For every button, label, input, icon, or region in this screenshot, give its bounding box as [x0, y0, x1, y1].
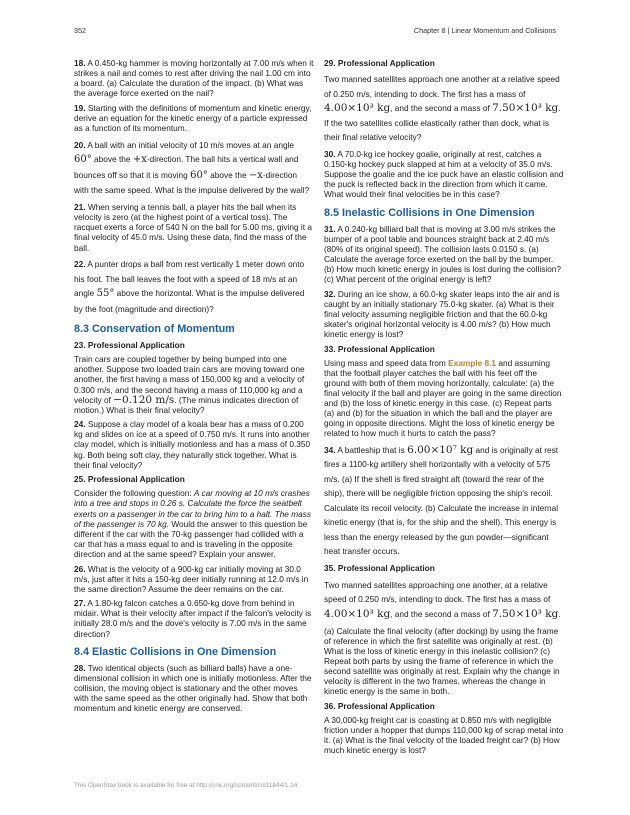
math-angle: 55°: [96, 288, 115, 300]
math-velocity: −0.120 m/s: [113, 393, 175, 406]
left-column: [74, 58, 314, 718]
section-heading-8-4: 8.4 Elastic Collisions in One Dimension: [74, 645, 277, 658]
problem-19: 19. Starting with the definitions of momentum and kinetic energy, derive an equation for the kinetic energy of a particle expressed as a function of its momentum.: [74, 102, 312, 134]
math-angle: 60°: [190, 169, 208, 181]
problem-27: 27. A 1.80-kg falcon catches a 0.650-kg dove from behind in midair. What is their velocity after impact if the falcon's velocity is initially 28.0 m/s and the dove's velocity is 7.00 m/s in the same direction?: [74, 598, 312, 639]
problem-29: Two manned satellites approach one another at a relative speed of 0.250 m/s, intending to dock. The first has a mass of 4.00×10³ kg, and the second a mass of 7.50×10³ kg. If the two satellites collide elastically rather than dock, what is their final relative velocity?: [324, 74, 561, 143]
right-column: [324, 58, 564, 760]
math-mass: 7.50×10³ kg: [492, 102, 559, 115]
problem-35-label: 35. Professional Application: [324, 563, 435, 574]
math-direction: −x: [248, 169, 263, 181]
problem-36-label: 36. Professional Application: [324, 700, 435, 711]
problem-30: 30. A 70.0-kg ice hockey goalie, originally at rest, catches a 0.150-kg hockey puck slapped at him at a velocity of 35.0 m/s. Suppose the goalie and the ice puck have an elastic collision and the puck is reflected back in the direction from which it came. What would their final velocities be in this case?: [324, 149, 564, 200]
problem-25: Consider the following question: A car moving at 10 m/s crashes into a tree and stops in 0.26 s. Calculate the force the seatbelt exerts on a passenger in the car to bring him to a halt. The mass of the passenger is 70 kg. Would the answer to this question be different if the car with the 70-kg passenger had collided with a car that has a mass equal to and is traveling in the opposite direction and at the same speed? Explain your answer.: [74, 488, 312, 559]
problem-29-label: 29. Professional Application: [324, 58, 435, 68]
problem-21: 21. When serving a tennis ball, a player hits the ball when its velocity is zero (at the highest point of a vertical toss). The racquet exerts a force of 540 N on the ball for 5.00 ms, giving it a final velocity of 45.0 m/s. Using these data, find the mass of the ball.: [74, 202, 312, 253]
section-heading-8-5: 8.5 Inelastic Collisions in One Dimension: [324, 206, 535, 219]
problem-36: A 30,000-kg freight car is coasting at 0.850 m/s with negligible friction under a hopper that dumps 110,000 kg of scrap metal into it. (a) What is the final velocity of the loaded freight car? (b) How much kinetic energy is lost?: [324, 714, 564, 756]
problem-35-parts: (a) Calculate the final velocity (after docking) by using the frame of reference in which the first satellite was originally at rest. (b) What is the loss of kinetic energy in this inelastic collision? (c) Repeat both parts by using the frame of reference in which the second satellite was originally at rest. Explain why the change in velocity is different in the two frames, whereas the change in kinetic energy is the same in both.: [324, 625, 560, 697]
problem-31: 31. A 0.240-kg billiard ball that is moving at 3.00 m/s strikes the bumper of a pool table and bounces straight back at 2.40 m/s (80% of its original speed). The collision lasts 0.0150 s. (a) Calculate the average force exerted on the ball by the bumper. (b) How much kinetic energy in joules is lost during the collision? (c) What percent of the original energy is left?: [324, 223, 562, 285]
problem-25-label: 25. Professional Application: [74, 474, 185, 485]
problem-26: 26. What is the velocity of a 900-kg car initially moving at 30.0 m/s, just after it hits a 150-kg deer initially running at 12.0 m/s in the same direction? Assume the deer remains on the car.: [74, 563, 309, 594]
math-direction: +x: [132, 154, 147, 166]
problem-35: Two manned satellites approaching one another, at a relative speed of 0.250 m/s, intending to dock. The first has a mass of 4.00×10³ kg, and the second a mass of 7.50×10³ kg.: [324, 579, 561, 620]
math-mass: 7.50×10³ kg: [492, 607, 559, 620]
problem-20: 20. A ball with an initial velocity of 10 m/s moves at an angle 60° above the +x-direction. The ball hits a vertical wall and bounces off so that it is moving 60° above the −x-direction with the same speed. What is the impulse delivered by the wall?: [74, 139, 310, 196]
example-8-1-link[interactable]: Example 8.1: [448, 357, 497, 368]
page-number: 352: [74, 26, 86, 35]
problem-24: 24. Suppose a clay model of a koala bear has a mass of 0.200 kg and slides on ice at a speed of 0.750 m/s. It runs into another clay model, which is initially motionless and has a mass of 0.350 kg. Both being soft clay, they naturally stick together. What is their final velocity?: [74, 419, 311, 470]
problem-32: 32. During an ice show, a 60.0-kg skater leaps into the air and is caught by an initially stationary 75.0-kg skater. (a) What is their final velocity assuming negligible friction and that the 60.0-kg skater's original horizontal velocity is 4.00 m/s? (b) How much kinetic energy is lost?: [324, 288, 560, 339]
problem-23: Train cars are coupled together by being bumped into one another. Suppose two loaded train cars are moving toward one another, the first having a mass of 150,000 kg and a velocity of 0.300 m/s, and the second having a mass of 110,000 kg and a velocity of −0.120 m/s. (The minus indicates direction of motion.) What is their final velocity?: [74, 354, 305, 415]
page-footer: This OpenStax book is available for free at http://cnx.org/content/col11844/1.14: [74, 782, 298, 789]
math-angle: 60°: [74, 154, 92, 166]
problem-22: 22. A punter drops a ball from rest vertically 1 meter down onto his foot. The ball leaves the foot with a speed of 18 m/s at an angle 55° above the horizontal. What is the impulse delivered by the foot (magnitude and direction)?: [74, 259, 305, 314]
page-header: [74, 26, 556, 38]
problem-28: 28. Two identical objects (such as billiard balls) have a one-dimensional collision in which one is initially motionless. After the collision, the moving object is stationary and the other moves with the same speed as the other originally had. Show that both momentum and kinetic energy are conserved.: [74, 662, 312, 714]
math-mass: 4.00×10³ kg: [324, 102, 391, 115]
chapter-title: Chapter 8 | Linear Momentum and Collisions: [413, 26, 556, 35]
math-mass: 6.00×10⁷ kg: [407, 443, 474, 456]
problem-34: 34. A battleship that is 6.00×10⁷ kg and is originally at rest fires a 1100-kg artillery shell horizontally with a velocity of 575 m/s. (a) If the shell is fired straight aft (toward the rear of the ship), there will be negligible friction opposing the ship's recoil. Calculate its recoil velocity. (b) Calculate the increase in internal kinetic energy (that is, for the ship and the shell). This energy is less than the energy released by the gun powder—significant heat transfer occurs.: [324, 443, 559, 557]
problem-33-label: 33. Professional Application: [324, 343, 435, 354]
problem-18: 18. A 0.450-kg hammer is moving horizontally at 7.00 m/s when it strikes a nail and comes to rest after driving the nail 1.00 cm into a board. (a) Calculate the duration of the impact. (b) What was the average force exerted on the nail?: [74, 58, 314, 99]
section-heading-8-3: 8.3 Conservation of Momentum: [74, 323, 235, 336]
problem-23-label: 23. Professional Application: [74, 340, 185, 351]
problem-33: Using mass and speed data from Example 8.1 and assuming that the football player catches the ball with his feet off the ground with both of them moving horizontally, calculate: (a) the final velocity if the ball and player are going in the same direction and (b) the loss of kinetic energy in this case. (c) Repeat parts (a) and (b) for the situation in which the ball and the player are going in opposite directions. Might the loss of kinetic energy be related to how much it hurts to catch the pass?: [324, 357, 562, 439]
math-mass: 4.00×10³ kg: [324, 607, 391, 620]
